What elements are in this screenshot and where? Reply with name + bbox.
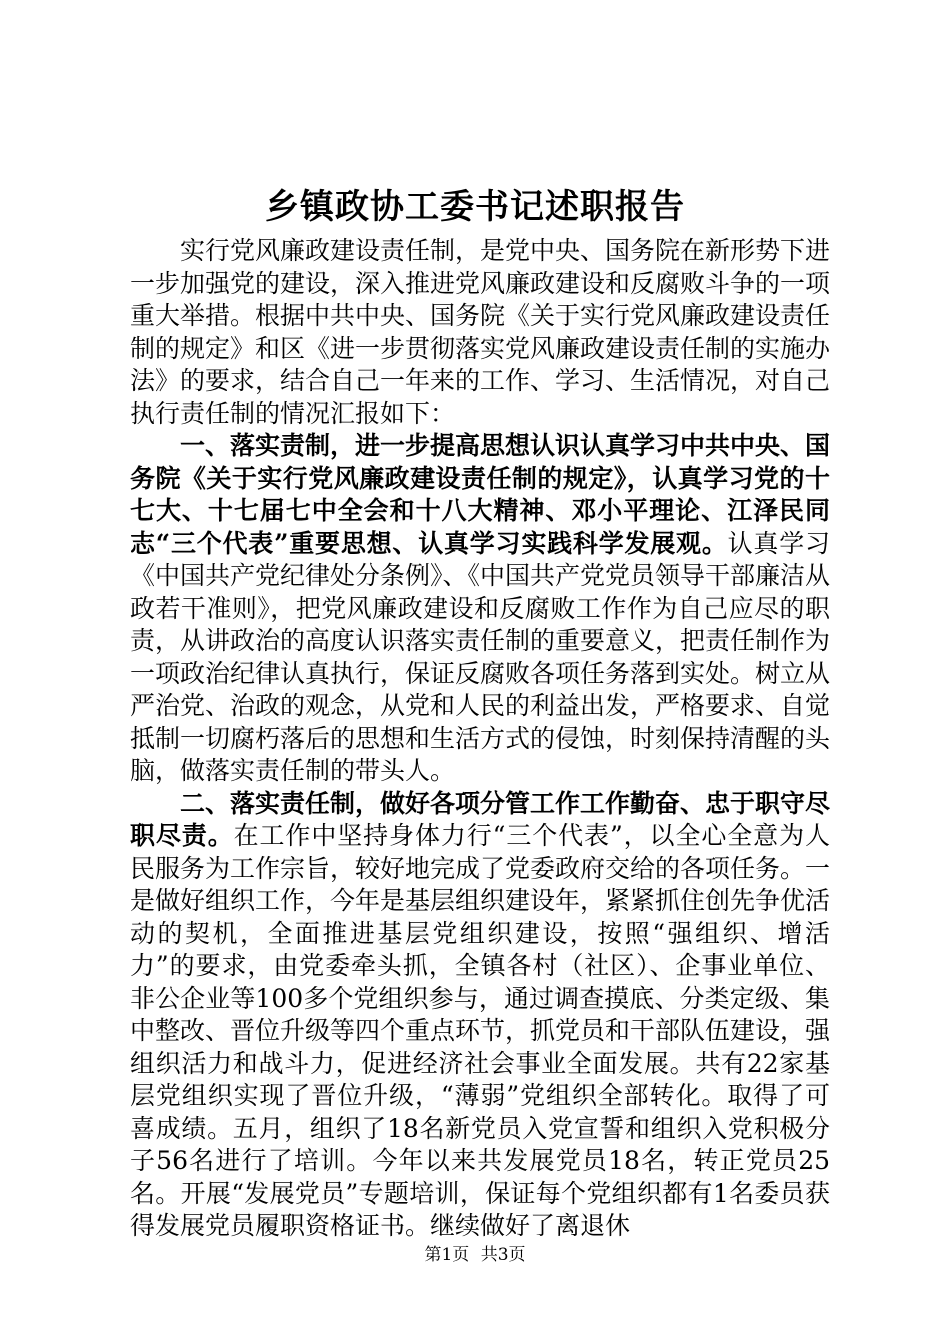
section-1-heading: 一、落实责制，进一步提高思想认识认真学习中共中央、国务院《关于实行党风廉政建设责任制的规定》，认真学习党的十七大、十七届七中全会和十八大精神、邓小平理论、江泽民同志“三个代表”重要思想、认真学习实践科学发展观。 [130, 431, 831, 558]
section-2-paragraph [130, 788, 830, 1243]
section-2-heading: 二、落实责任制，做好各项分管工作工作勤奋、忠于职守尽职尽责。 [130, 788, 831, 850]
section-1-paragraph [130, 430, 830, 788]
page-number-total: 共3页 [480, 1245, 526, 1265]
section-2-text: 在工作中坚持身体力行“三个代表”，以全心全意为人民服务为工作宗旨，较好地完成了党委政府交给的各项任务。一是做好组织工作，今年是基层组织建设年，紧紧抓住创先争优活动的契机，全面推进基层党组织建设，按照“强组织、增活力”的要求，由党委牵头抓，全镇各村（社区）、企事业单位、非公企业等100多个党组织参与，通过调查摸底、分类定级、集中整改、晋位升级等四个重点环节，抓党员和干部队伍建设，强组织活力和战斗力，促进经济社会事业全面发展。共有22家基层党组织实现了晋位升级，“薄弱”党组织全部转化。取得了可喜成绩。五月，组织了18名新党员入党宣誓和组织入党积极分子56名进行了培训。今年以来共发展党员18名，转正党员25名。开展“发展党员”专题培训，保证每个党组织都有1名委员获得发展党员履职资格证书。继续做好了离退休 [130, 821, 831, 1240]
page-number-current: 第1页 [424, 1245, 470, 1265]
document-title: 乡镇政协工委书记述职报告 [265, 187, 685, 227]
document-body [130, 235, 830, 1243]
page-footer [0, 1243, 950, 1267]
section-1-text: 认真学习《中国共产党纪律处分条例》、《中国共产党党员领导干部廉洁从政若干准则》，把党风廉政建设和反腐败工作作为自己应尽的职责，从讲政治的高度认识落实责任制的重要意义，把责任制作为一项政治纪律认真执行，保证反腐败各项任务落到实处。树立从严治党、治政的观念，从党和人民的利益出发，严格要求、自觉抵制一切腐朽落后的思想和生活方式的侵蚀，时刻保持清醒的头脑，做落实责任制的带头人。 [130, 528, 831, 785]
intro-paragraph: 实行党风廉政建设责任制，是党中央、国务院在新形势下进一步加强党的建设，深入推进党风廉政建设和反腐败斗争的一项重大举措。根据中共中央、国务院《关于实行党风廉政建设责任制的规定》和区《进一步贯彻落实党风廉政建设责任制的实施办法》的要求，结合自己一年来的工作、学习、生活情况，对自己执行责任制的情况汇报如下： [130, 236, 831, 428]
